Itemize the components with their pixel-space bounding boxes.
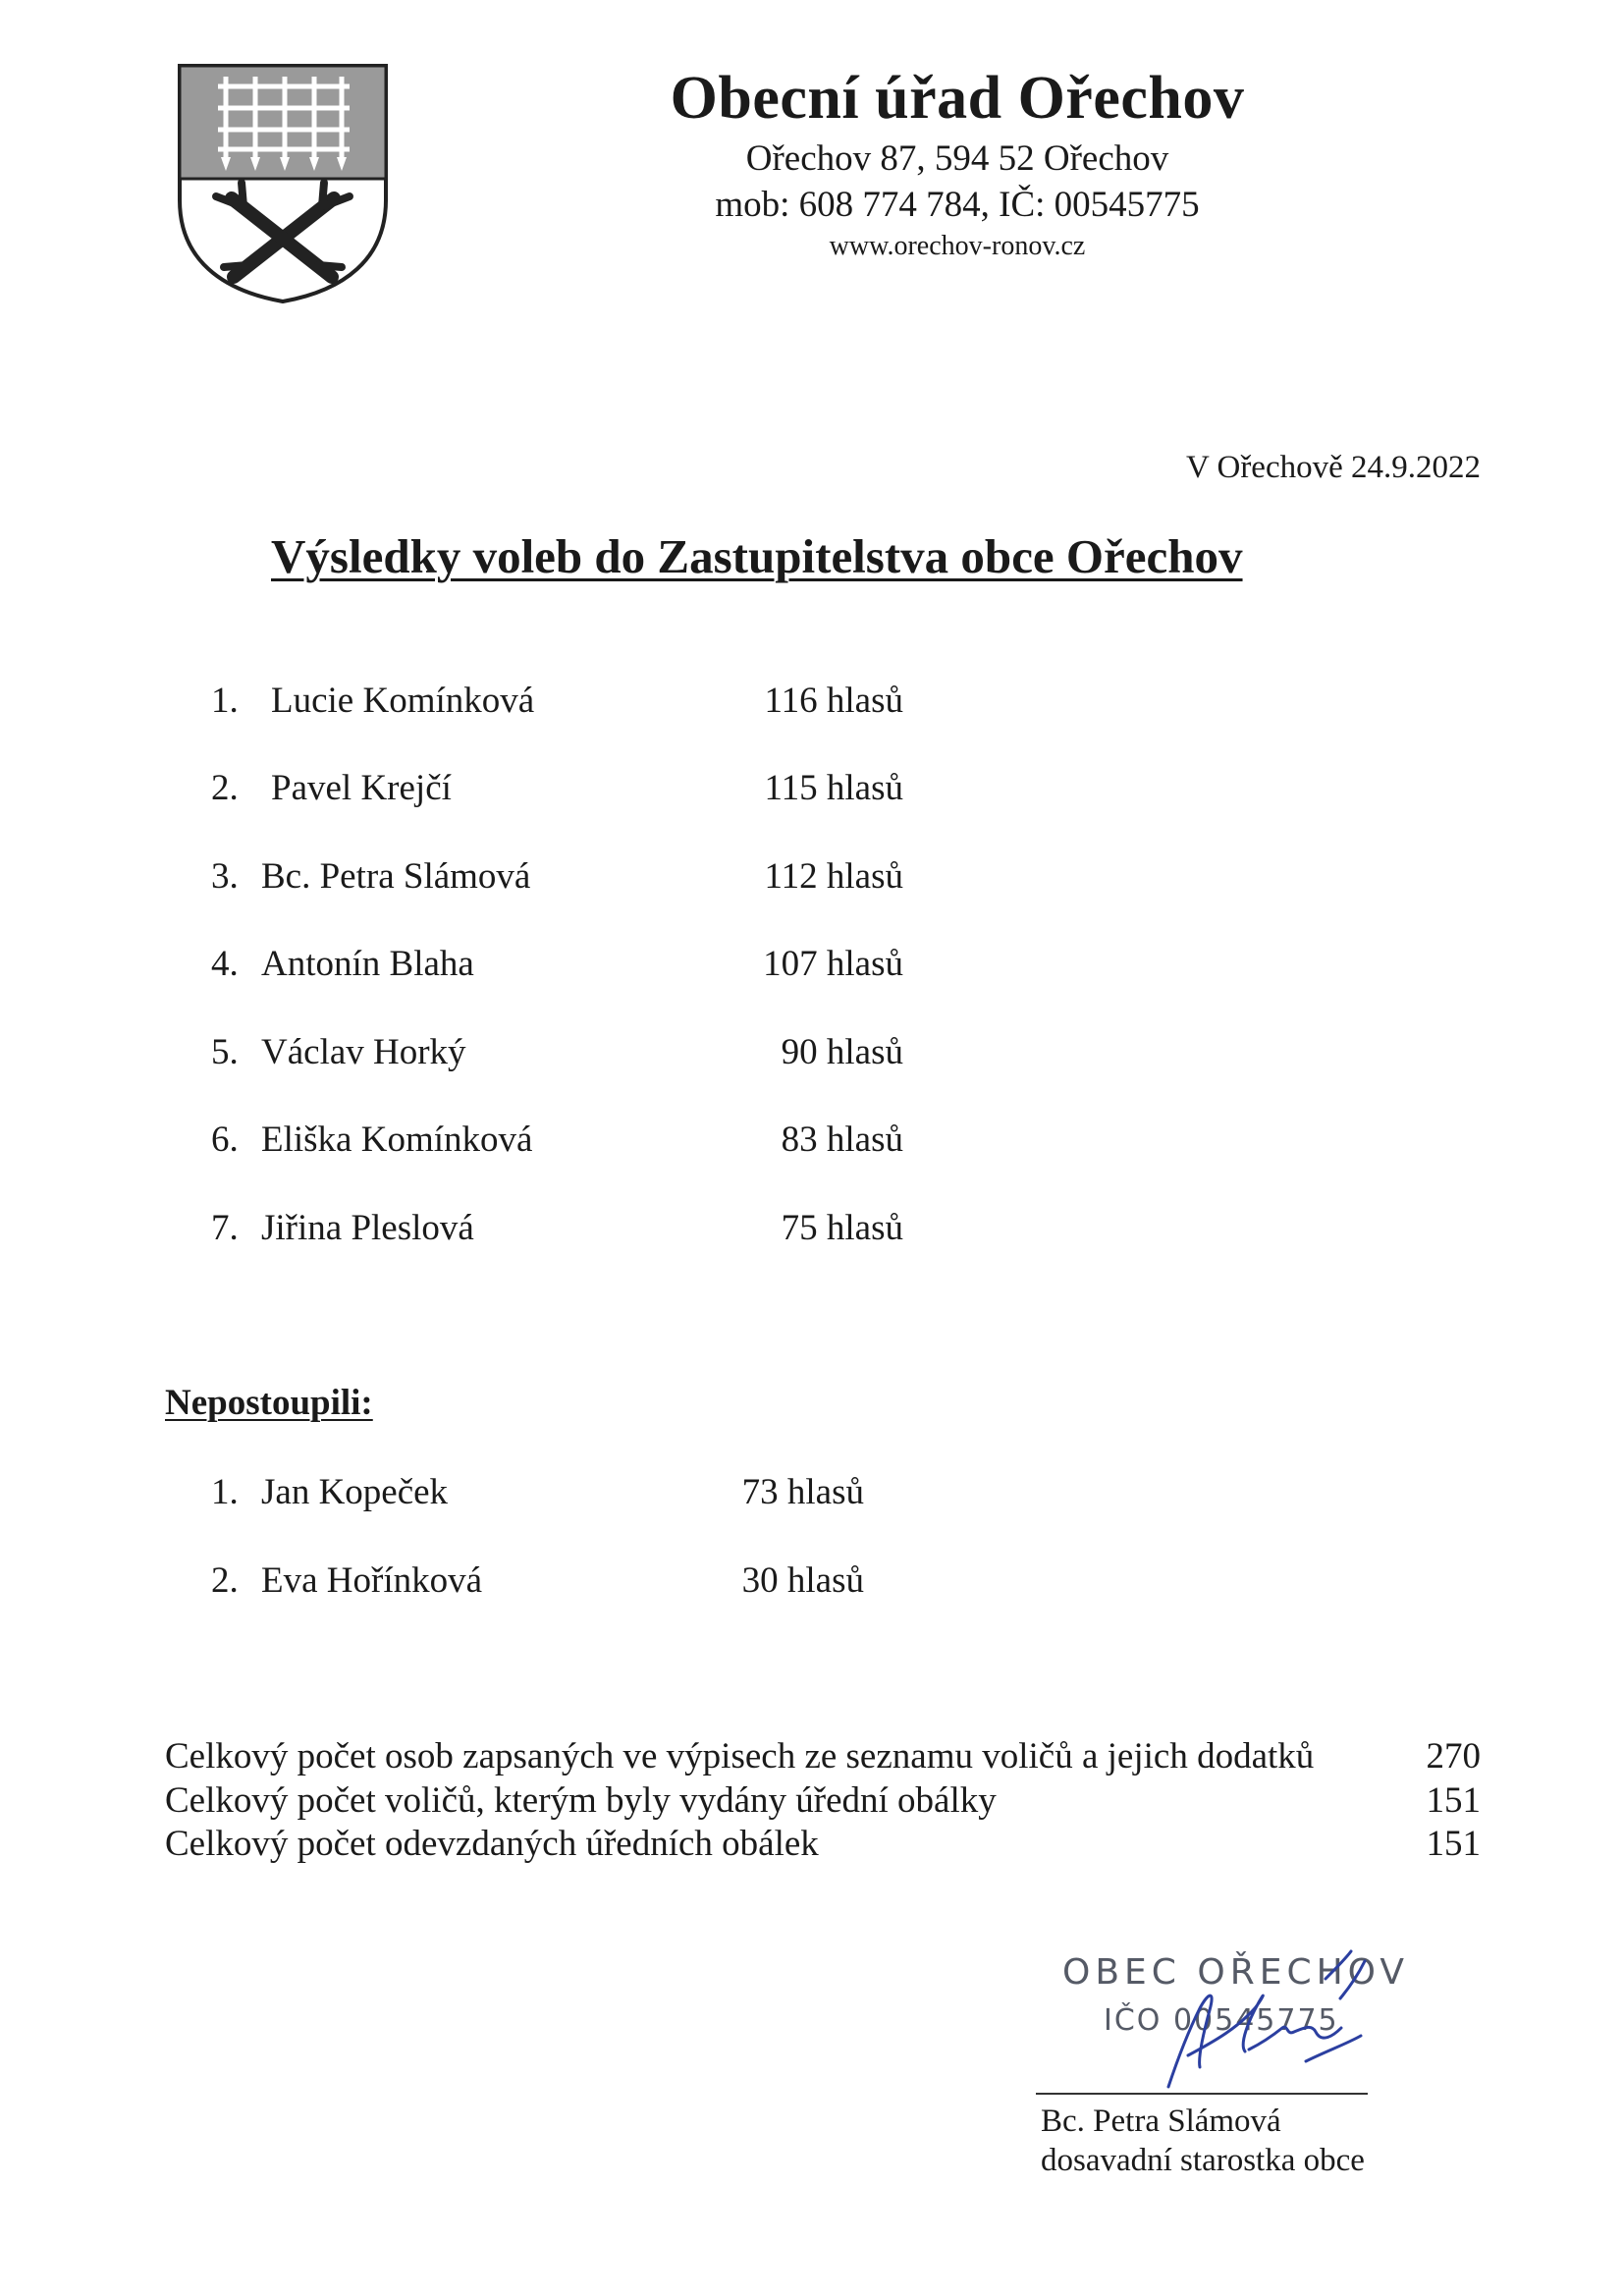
candidate-votes: 90 hlasů [781, 1032, 903, 1072]
candidate-number: 3. [211, 856, 239, 897]
document-title: Výsledky voleb do Zastupitelstva obce Ořechov [271, 529, 1243, 583]
candidate-number: 2. [211, 768, 239, 808]
list-item [0, 852, 1623, 902]
candidate-votes: 115 hlasů [764, 768, 903, 808]
signer-role: dosavadní starostka obce [1041, 2143, 1365, 2178]
stat-label: Celkový počet osob zapsaných ve výpisech ze seznamu voličů a jejich dodatků [165, 1736, 1315, 1777]
candidate-votes: 83 hlasů [781, 1120, 903, 1160]
candidate-votes: 107 hlasů [763, 944, 903, 984]
candidate-name: Bc. Petra Slámová [261, 856, 531, 897]
signature-line [1036, 2093, 1368, 2095]
candidate-number: 4. [211, 944, 239, 984]
candidate-name: Eliška Komínková [261, 1120, 533, 1160]
candidate-name: Jan Kopeček [261, 1472, 449, 1512]
list-item [0, 1204, 1623, 1253]
candidate-number: 7. [211, 1208, 239, 1248]
candidate-number: 6. [211, 1120, 239, 1160]
list-item [0, 1557, 1623, 1606]
stat-value: 151 [1426, 1824, 1481, 1864]
stat-label: Celkový počet odevzdaných úředních obálek [165, 1824, 819, 1864]
candidate-number: 1. [211, 1472, 239, 1512]
candidate-votes: 116 hlasů [764, 681, 903, 721]
office-website: www.orechov-ronov.cz [829, 231, 1086, 261]
candidate-name: Antonín Blaha [261, 944, 474, 984]
candidate-name: Václav Horký [261, 1032, 466, 1072]
not-elected-heading: Nepostoupili: [165, 1383, 373, 1423]
stat-row [165, 1823, 1481, 1866]
candidate-votes: 75 hlasů [781, 1208, 903, 1248]
list-item [0, 1116, 1623, 1165]
office-address: Ořechov 87, 594 52 Ořechov [745, 138, 1169, 179]
list-item [0, 764, 1623, 813]
document-date: V Ořechově 24.9.2022 [1186, 450, 1481, 485]
candidate-name: Lucie Komínková [271, 681, 535, 721]
stat-value: 151 [1426, 1780, 1481, 1821]
candidate-number: 1. [211, 681, 239, 721]
stamp-text: OBEC OŘECHOV [1062, 1952, 1409, 1993]
list-item [0, 677, 1623, 726]
candidate-votes: 73 hlasů [741, 1472, 864, 1512]
candidate-number: 5. [211, 1032, 239, 1072]
candidate-votes: 112 hlasů [764, 856, 903, 897]
coat-of-arms-icon [177, 63, 389, 304]
stat-row [165, 1779, 1481, 1823]
candidate-votes: 30 hlasů [741, 1560, 864, 1601]
signatory [1041, 2102, 1365, 2180]
list-item [0, 1468, 1623, 1517]
office-contact: mob: 608 774 784, IČ: 00545775 [715, 185, 1200, 225]
stat-row [165, 1735, 1481, 1778]
list-item [0, 1028, 1623, 1077]
signature-icon [1129, 1949, 1384, 2092]
stamp-id: IČO 00545775 [1104, 2003, 1339, 2038]
stat-label: Celkový počet voličů, kterým byly vydány úřední obálky [165, 1780, 997, 1821]
candidate-name: Eva Hořínková [261, 1560, 483, 1601]
candidate-number: 2. [211, 1560, 239, 1601]
list-item [0, 940, 1623, 989]
office-name: Obecní úřad Ořechov [670, 65, 1245, 132]
signer-name: Bc. Petra Slámová [1041, 2104, 1281, 2139]
candidate-name: Jiřina Pleslová [261, 1208, 474, 1248]
stat-value: 270 [1426, 1736, 1481, 1777]
candidate-name: Pavel Krejčí [271, 768, 452, 808]
letterhead [550, 61, 1365, 265]
